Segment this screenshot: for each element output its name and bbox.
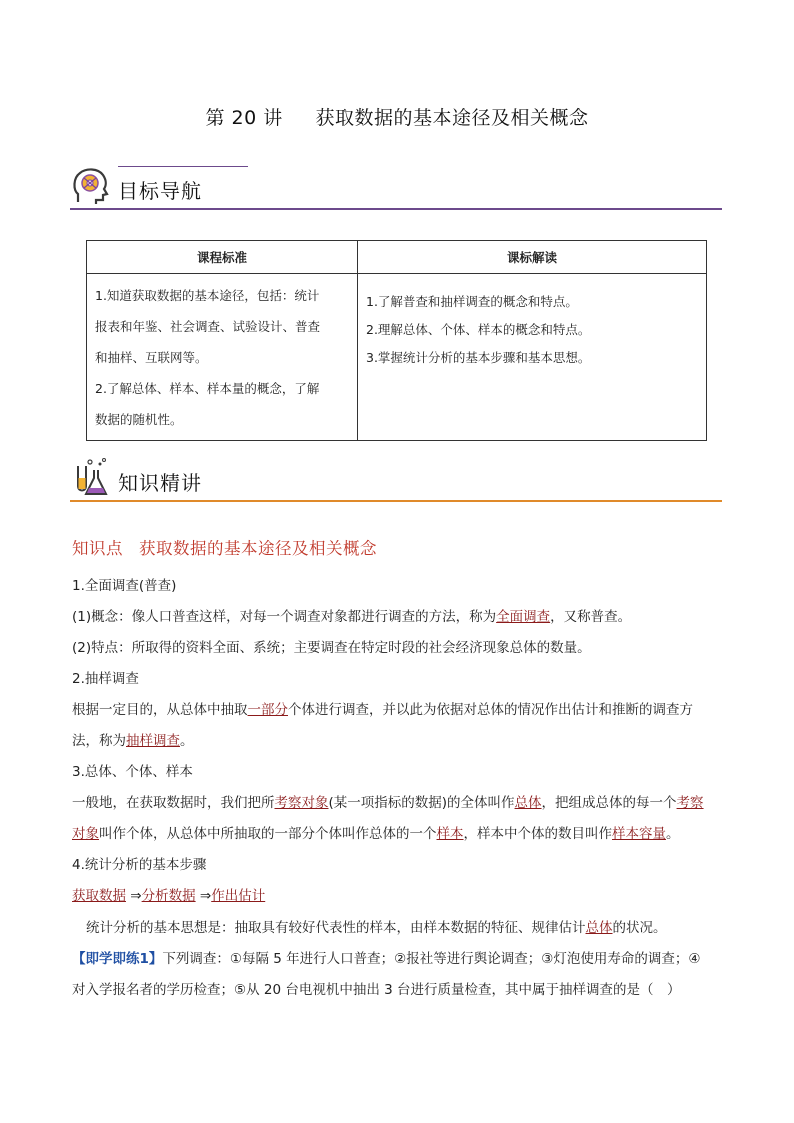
key-term: 对象 — [72, 826, 99, 842]
paragraph: (2)特点：所取得的资料全面、系统；主要调查在特定时段的社会经济现象总体的数量。 — [72, 640, 591, 656]
interpretation-cell — [358, 274, 707, 441]
flask-icon — [70, 456, 112, 498]
text: 统计分析的基本思想是：抽取具有较好代表性的样本，由样本数据的特征、规律估计 — [86, 920, 586, 936]
lecture-number: 第 20 讲 — [205, 107, 283, 129]
text: (1)概念：像人口普查这样，对每一个调查对象都进行调查的方法，称为 — [72, 609, 497, 625]
knowledge-point-label: 知识点 — [72, 539, 123, 558]
section-header-goals — [70, 160, 722, 210]
paragraph — [72, 823, 727, 845]
key-term: 样本容量 — [612, 826, 666, 842]
section-label: 目标导航 — [118, 179, 202, 203]
knowledge-point-text: 获取数据的基本途径及相关概念 — [139, 539, 377, 558]
section-rule — [70, 208, 722, 210]
section-header-knowledge — [70, 452, 722, 502]
table-row — [87, 274, 707, 441]
standard-line: 1.知道获取数据的基本途径，包括：统计 — [95, 287, 320, 303]
step-analyze: 分析数据 — [141, 888, 196, 904]
key-term: 全面调查 — [496, 609, 551, 625]
text: (某一项指标的数据)的全体叫作 — [328, 795, 515, 811]
standard-line: 2.了解总体、样本、样本量的概念，了解 — [95, 380, 320, 396]
key-term: 考察 — [676, 795, 704, 811]
standard-cell — [87, 274, 358, 441]
arrow-icon: ⇒ — [199, 888, 212, 904]
text: 叫作个体，从总体中所抽取的一部分个体叫作总体的一个 — [99, 826, 437, 842]
paragraph — [72, 606, 727, 628]
knowledge-point-title — [72, 535, 393, 559]
heading-sampling: 2.抽样调查 — [72, 671, 139, 687]
heading-steps: 4.统计分析的基本步骤 — [72, 857, 207, 873]
interpretation-line: 2.理解总体、个体、样本的概念和特点。 — [366, 322, 591, 337]
standards-table — [86, 240, 707, 441]
key-term: 考察对象 — [274, 795, 329, 811]
section-label: 知识精讲 — [118, 471, 202, 495]
key-term: 总体 — [514, 795, 542, 811]
table-header-row — [87, 241, 707, 274]
text: 根据一定目的，从总体中抽取 — [72, 702, 248, 718]
text: 下列调查：①每隔 5 年进行人口普查；②报社等进行舆论调查；③灯泡使用寿命的调查；④ — [162, 951, 701, 967]
text: 个体进行调查，并以此为依据对总体的情况作出估计和推断的调查方 — [288, 702, 693, 718]
standard-line: 数据的随机性。 — [95, 411, 183, 427]
text: ，又称普查。 — [550, 609, 632, 625]
exercise-line — [72, 948, 727, 970]
page-title — [0, 103, 794, 130]
key-term: 总体 — [585, 920, 613, 936]
text: ，样本中个体的数目叫作 — [463, 826, 612, 842]
paragraph — [72, 792, 727, 814]
standard-line: 报表和年鉴、社会调查、试验设计、普查 — [95, 318, 321, 334]
table-header-interpretation: 课标解读 — [358, 241, 707, 274]
section-rule — [70, 500, 722, 502]
paragraph — [72, 699, 727, 721]
header-top-line — [118, 166, 248, 167]
brain-gear-icon — [70, 164, 112, 206]
paragraph — [72, 730, 727, 752]
table-header-standard: 课程标准 — [87, 241, 358, 274]
text: 。 — [666, 826, 680, 842]
paragraph — [86, 917, 727, 939]
steps-flow — [72, 885, 727, 907]
exercise-tag: 【即学即练1】 — [72, 951, 163, 967]
text: 的状况。 — [612, 920, 667, 936]
text: 法，称为 — [72, 733, 126, 749]
heading-census: 1.全面调查(普查) — [72, 578, 177, 594]
interpretation-line: 1.了解普查和抽样调查的概念和特点。 — [366, 294, 578, 309]
exercise-line: 对入学报名者的学历检查；⑤从 20 台电视机中抽出 3 台进行质量检查，其中属于抽样调查的是（ ） — [72, 982, 681, 998]
step-collect: 获取数据 — [72, 888, 126, 904]
lecture-topic: 获取数据的基本途径及相关概念 — [315, 107, 589, 129]
interpretation-line: 3.掌握统计分析的基本步骤和基本思想。 — [366, 350, 591, 365]
text: ，把组成总体的每一个 — [541, 795, 677, 811]
text: 一般地，在获取数据时，我们把所 — [72, 795, 275, 811]
text: 。 — [180, 733, 194, 749]
key-term: 抽样调查 — [126, 733, 180, 749]
arrow-icon: ⇒ — [130, 888, 142, 904]
step-estimate: 作出估计 — [211, 888, 266, 904]
key-term: 一部分 — [247, 702, 288, 718]
key-term: 样本 — [436, 826, 464, 842]
heading-population: 3.总体、个体、样本 — [72, 764, 193, 780]
standard-line: 和抽样、互联网等。 — [95, 349, 208, 365]
